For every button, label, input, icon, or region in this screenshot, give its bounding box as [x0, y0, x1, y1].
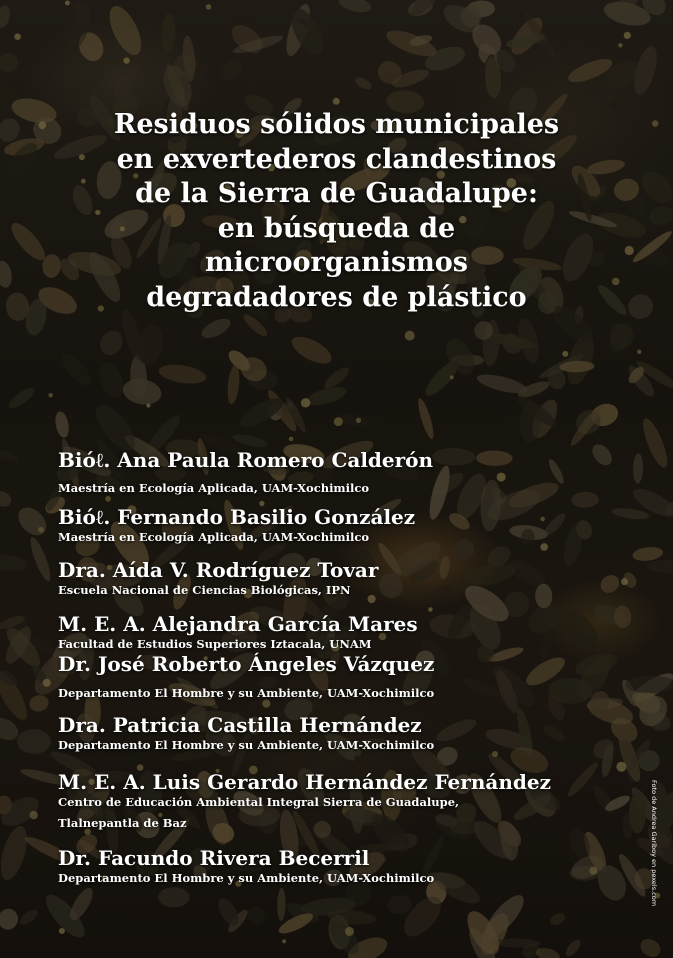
author-name: Dr. José Roberto Ángeles Vázquez [58, 652, 435, 676]
author-name: M. E. A. Alejandra García Mares [58, 612, 418, 636]
title-line: de la Sierra de Guadalupe: [135, 178, 538, 209]
author-affiliation: Departamento El Hombre y su Ambiente, UAM-Xochimilco [58, 871, 435, 885]
author-name: M. E. A. Luis Gerardo Hernández Fernández [58, 770, 551, 794]
author-affiliation: Escuela Nacional de Ciencias Biológicas, IPN [58, 583, 351, 597]
author-name: Bióℓ. Fernando Basilio González [58, 505, 416, 529]
author-name: Dra. Patricia Castilla Hernández [58, 713, 422, 737]
author-affiliation: Departamento El Hombre y su Ambiente, UAM-Xochimilco [58, 738, 435, 752]
article-title [40, 108, 633, 315]
title-line: microorganismos [205, 247, 468, 278]
title-line: degradadores de plástico [146, 281, 527, 313]
title-line: Residuos sólidos municipales [113, 109, 560, 140]
author-entry [58, 770, 551, 831]
title-line: en exvertederos clandestinos [116, 143, 557, 175]
author-entry [58, 505, 415, 545]
author-affiliation: Facultad de Estudios Superiores Iztacala, UNAM [58, 637, 372, 651]
author-entry [58, 652, 434, 701]
author-affiliation: Departamento El Hombre y su Ambiente, UAM-Xochimilco [58, 686, 435, 700]
author-affiliation: Maestría en Ecología Aplicada, UAM-Xochimilco [58, 481, 370, 495]
author-name: Dr. Facundo Rivera Becerril [58, 846, 370, 870]
author-entry [58, 558, 378, 598]
author-entry [58, 612, 418, 652]
author-affiliation: Maestría en Ecología Aplicada, UAM-Xochimilco [58, 530, 370, 544]
author-entry [58, 846, 434, 886]
photo-credit [648, 780, 660, 905]
title-line: en búsqueda de [217, 212, 456, 244]
author-name: Bióℓ. Ana Paula Romero Calderón [58, 448, 434, 472]
author-affiliation-continued: Tlalnepantla de Baz [58, 816, 187, 830]
author-entry [58, 713, 434, 753]
author-name: Dra. Aída V. Rodríguez Tovar [58, 558, 379, 582]
author-entry [58, 448, 433, 496]
photo-credit-text: Foto de Andrea Gariboy en pexels.com [650, 780, 658, 907]
author-affiliation: Centro de Educación Ambiental Integral Sierra de Guadalupe, [58, 795, 460, 809]
